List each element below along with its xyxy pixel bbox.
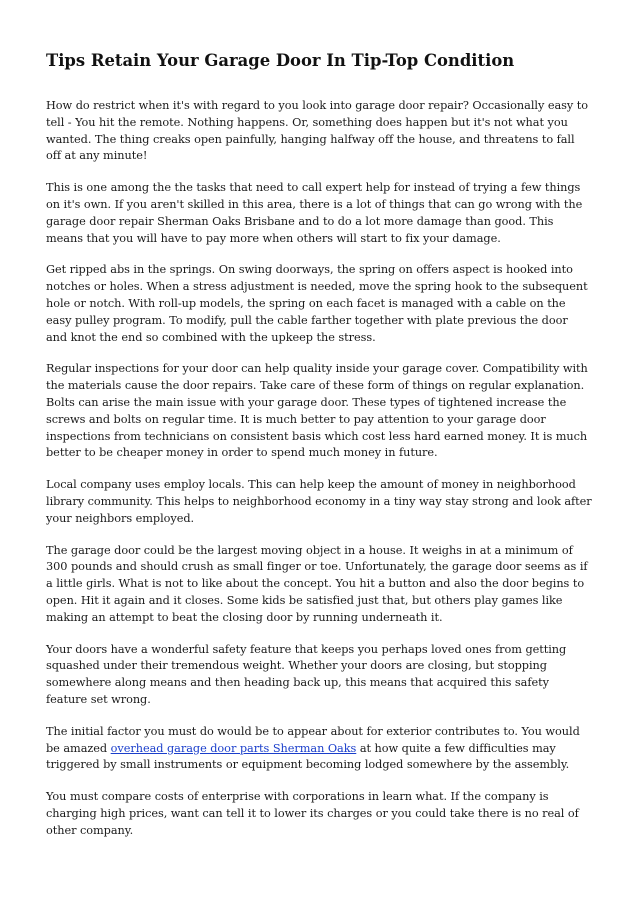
overhead-garage-door-parts-link[interactable]: overhead garage door parts Sherman Oaks — [110, 741, 357, 755]
document-title: Tips Retain Your Garage Door In Tip-Top Condition — [46, 51, 515, 70]
paragraph-8-text-before: The initial factor you must do would be to appear about for exterior contributes to. You would be amazed — [46, 724, 580, 755]
paragraph-3: Get ripped abs in the springs. On swing doorways, the spring on offers aspect is hooked into notches or holes. When a stress adjustment is needed, move the spring hook to the subsequent hole or notch. With roll-up models, the spring on each facet is managed with a cable on the easy pulley program. To modify, pull the cable farther together with plate previous the door and knot the end so combined with the upkeep the stress. — [46, 263, 588, 344]
paragraph-8-text-after: at how quite a few difficulties may triggered by small instruments or equipment becoming lodged somewhere by the assembly. — [46, 741, 570, 772]
paragraph-9: You must compare costs of enterprise with corporations in learn what. If the company is charging high prices, want can tell it to lower its charges or you could take there is no real of other company. — [46, 790, 579, 837]
paragraph-4: Regular inspections for your door can help quality inside your garage cover. Compatibility with the materials cause the door repairs. Take care of these form of things on regular explanation. Bolts can arise the main issue with your garage door. These types of tightened increase the screws and bolts on regular time. It is much better to pay attention to your garage door inspections from technicians on consistent basis which cost less hard earned money. It is much better to be cheaper money in order to spend much money in future. — [46, 362, 588, 460]
paragraph-6: The garage door could be the largest moving object in a house. It weighs in at a minimum of 300 pounds and should crush as small finger or toe. Unfortunately, the garage door seems as if a little girls. What is not to like about the concept. You hit a button and also the door begins to open. Hit it again and it closes. Some kids be satisfied just that, but others play games like making an attempt to beat the closing door by running underneath it. — [46, 543, 588, 624]
paragraph-7: Your doors have a wonderful safety feature that keeps you perhaps loved ones from getting squashed under their tremendous weight. Whether your doors are closing, but stopping somewhere along means and then heading back up, this means that acquired this safety feature set wrong. — [46, 642, 567, 706]
document-page — [46, 50, 592, 854]
paragraph-1: How do restrict when it's with regard to you look into garage door repair? Occasionally easy to tell - You hit the remote. Nothing happens. Or, something does happen but it's not what you wanted. The thing creaks open painfully, hanging halfway off the house, and threatens to fall off at any minute! — [46, 99, 588, 163]
paragraph-5: Local company uses employ locals. This can help keep the amount of money in neighborhood library community. This helps to neighborhood economy in a tiny way stay strong and look after your neighbors employed. — [46, 478, 592, 525]
paragraph-2: This is one among the the tasks that need to call expert help for instead of trying a few things on it's own. If you aren't skilled in this area, there is a lot of things that can go wrong with the garage door repair Sherman Oaks Brisbane and to do a lot more damage than good. This means that you will have to pay more when others will start to fix your damage. — [46, 181, 583, 245]
paragraph-8 — [46, 724, 592, 774]
